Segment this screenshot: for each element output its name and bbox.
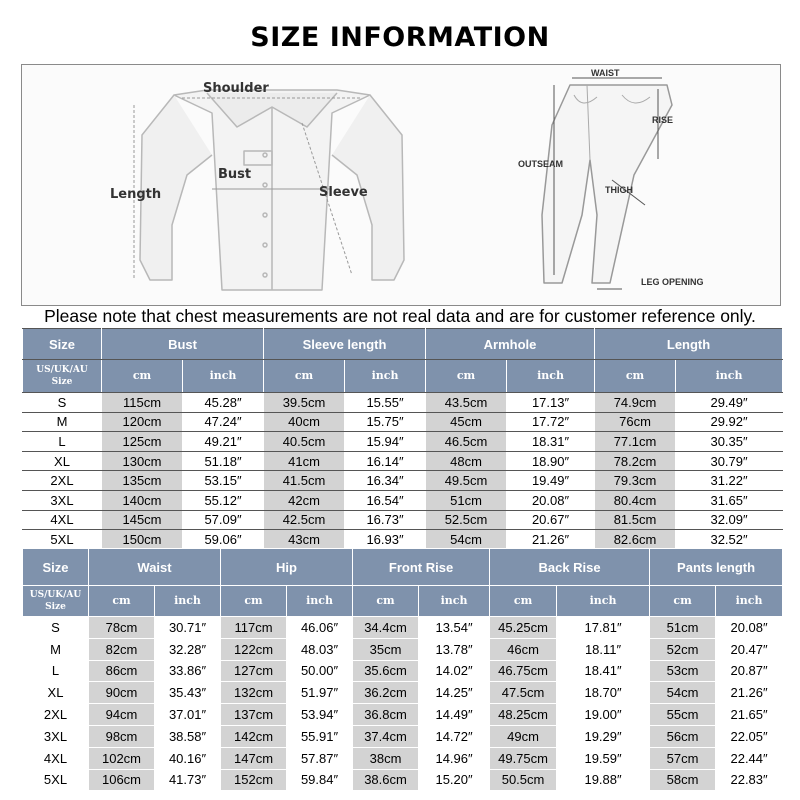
inch-cell: 57.09″ (183, 510, 264, 530)
unit-cm: cm (353, 586, 419, 617)
group-header: Waist (89, 549, 221, 586)
unit-cm: cm (650, 586, 716, 617)
cm-cell: 34.4cm (353, 617, 419, 639)
inch-cell: 38.58″ (155, 725, 221, 747)
size-cell: 3XL (23, 725, 89, 747)
unit-cm: cm (490, 586, 557, 617)
size-system-line1: US/UK/AU (36, 365, 88, 375)
top-size-table (22, 328, 783, 550)
cm-cell: 51cm (650, 617, 716, 639)
inch-cell: 45.28″ (183, 393, 264, 413)
inch-cell: 17.13″ (507, 393, 595, 413)
cm-cell: 48cm (426, 451, 507, 471)
inch-cell: 16.93″ (345, 530, 426, 550)
cm-cell: 55cm (650, 704, 716, 726)
unit-inch: inch (676, 360, 783, 393)
leg-opening-label: LEG OPENING (641, 277, 704, 287)
inch-cell: 59.06″ (183, 530, 264, 550)
size-system-label (23, 360, 102, 393)
table-row (23, 617, 783, 639)
size-cell: 4XL (23, 747, 89, 769)
inch-cell: 41.73″ (155, 769, 221, 791)
inch-cell: 29.49″ (676, 393, 783, 413)
cm-cell: 58cm (650, 769, 716, 791)
table-header-row (23, 549, 783, 586)
cm-cell: 142cm (221, 725, 287, 747)
unit-inch: inch (557, 586, 650, 617)
inch-cell: 14.72″ (419, 725, 490, 747)
cm-cell: 43.5cm (426, 393, 507, 413)
cm-cell: 56cm (650, 725, 716, 747)
inch-cell: 18.41″ (557, 660, 650, 682)
inch-cell: 30.79″ (676, 451, 783, 471)
cm-cell: 40cm (264, 412, 345, 432)
cm-cell: 122cm (221, 638, 287, 660)
cm-cell: 82.6cm (595, 530, 676, 550)
group-header: Back Rise (490, 549, 650, 586)
inch-cell: 22.05″ (716, 725, 783, 747)
inch-cell: 51.97″ (287, 682, 353, 704)
inch-cell: 29.92″ (676, 412, 783, 432)
cm-cell: 78.2cm (595, 451, 676, 471)
cm-cell: 37.4cm (353, 725, 419, 747)
rise-label: RISE (652, 115, 674, 125)
inch-cell: 31.22″ (676, 471, 783, 491)
inch-cell: 18.90″ (507, 451, 595, 471)
cm-cell: 94cm (89, 704, 155, 726)
cm-cell: 38cm (353, 747, 419, 769)
table-row (23, 769, 783, 791)
cm-cell: 38.6cm (353, 769, 419, 791)
inch-cell: 19.49″ (507, 471, 595, 491)
table-row (23, 490, 783, 510)
inch-cell: 14.49″ (419, 704, 490, 726)
cm-cell: 86cm (89, 660, 155, 682)
cm-cell: 135cm (102, 471, 183, 491)
cm-cell: 47.5cm (490, 682, 557, 704)
group-header: Front Rise (353, 549, 490, 586)
inch-cell: 32.09″ (676, 510, 783, 530)
size-cell: S (23, 393, 102, 413)
unit-inch: inch (716, 586, 783, 617)
cm-cell: 43cm (264, 530, 345, 550)
inch-cell: 15.55″ (345, 393, 426, 413)
inch-cell: 53.94″ (287, 704, 353, 726)
table-row (23, 432, 783, 452)
thigh-label: THIGH (605, 185, 633, 195)
inch-cell: 21.65″ (716, 704, 783, 726)
inch-cell: 40.16″ (155, 747, 221, 769)
cm-cell: 54cm (426, 530, 507, 550)
outseam-label: OUTSEAM (518, 159, 563, 169)
size-cell: XL (23, 682, 89, 704)
inch-cell: 59.84″ (287, 769, 353, 791)
unit-cm: cm (264, 360, 345, 393)
cm-cell: 98cm (89, 725, 155, 747)
table-row (23, 510, 783, 530)
inch-cell: 19.29″ (557, 725, 650, 747)
bust-label: Bust (218, 167, 252, 182)
cm-cell: 90cm (89, 682, 155, 704)
cm-cell: 41cm (264, 451, 345, 471)
inch-cell: 33.86″ (155, 660, 221, 682)
cm-cell: 115cm (102, 393, 183, 413)
cm-cell: 125cm (102, 432, 183, 452)
cm-cell: 150cm (102, 530, 183, 550)
inch-cell: 21.26″ (716, 682, 783, 704)
size-cell: M (23, 412, 102, 432)
inch-cell: 55.12″ (183, 490, 264, 510)
size-cell: 3XL (23, 490, 102, 510)
cm-cell: 42.5cm (264, 510, 345, 530)
inch-cell: 20.08″ (716, 617, 783, 639)
cm-cell: 76cm (595, 412, 676, 432)
inch-cell: 16.14″ (345, 451, 426, 471)
table-row (23, 412, 783, 432)
unit-cm: cm (595, 360, 676, 393)
cm-cell: 48.25cm (490, 704, 557, 726)
inch-cell: 16.34″ (345, 471, 426, 491)
cm-cell: 117cm (221, 617, 287, 639)
group-header: Sleeve length (264, 329, 426, 360)
inch-cell: 22.83″ (716, 769, 783, 791)
cm-cell: 51cm (426, 490, 507, 510)
cm-cell: 132cm (221, 682, 287, 704)
cm-cell: 140cm (102, 490, 183, 510)
inch-cell: 32.28″ (155, 638, 221, 660)
cm-cell: 120cm (102, 412, 183, 432)
cm-cell: 106cm (89, 769, 155, 791)
inch-cell: 57.87″ (287, 747, 353, 769)
cm-cell: 49.5cm (426, 471, 507, 491)
size-cell: 2XL (23, 471, 102, 491)
cm-cell: 52.5cm (426, 510, 507, 530)
inch-cell: 46.06″ (287, 617, 353, 639)
size-cell: M (23, 638, 89, 660)
table-header-row (23, 329, 783, 360)
inch-cell: 18.31″ (507, 432, 595, 452)
cm-cell: 127cm (221, 660, 287, 682)
inch-cell: 19.59″ (557, 747, 650, 769)
size-cell: S (23, 617, 89, 639)
inch-cell: 35.43″ (155, 682, 221, 704)
inch-cell: 49.21″ (183, 432, 264, 452)
page-title: SIZE INFORMATION (250, 22, 550, 53)
cm-cell: 80.4cm (595, 490, 676, 510)
cm-cell: 46cm (490, 638, 557, 660)
inch-cell: 30.35″ (676, 432, 783, 452)
table-row (23, 530, 783, 550)
inch-cell: 20.47″ (716, 638, 783, 660)
table-row (23, 451, 783, 471)
cm-cell: 36.8cm (353, 704, 419, 726)
size-header: Size (23, 329, 102, 360)
cm-cell: 46.5cm (426, 432, 507, 452)
inch-cell: 50.00″ (287, 660, 353, 682)
inch-cell: 16.73″ (345, 510, 426, 530)
table-row (23, 747, 783, 769)
inch-cell: 47.24″ (183, 412, 264, 432)
inch-cell: 16.54″ (345, 490, 426, 510)
inch-cell: 15.75″ (345, 412, 426, 432)
cm-cell: 45cm (426, 412, 507, 432)
cm-cell: 102cm (89, 747, 155, 769)
unit-inch: inch (287, 586, 353, 617)
table-row (23, 660, 783, 682)
cm-cell: 77.1cm (595, 432, 676, 452)
group-header: Hip (221, 549, 353, 586)
inch-cell: 13.54″ (419, 617, 490, 639)
cm-cell: 52cm (650, 638, 716, 660)
unit-cm: cm (102, 360, 183, 393)
inch-cell: 19.00″ (557, 704, 650, 726)
inch-cell: 20.67″ (507, 510, 595, 530)
inch-cell: 31.65″ (676, 490, 783, 510)
bottom-size-table (22, 548, 783, 791)
shoulder-label: Shoulder (203, 81, 269, 96)
garment-illustration (22, 65, 780, 305)
size-cell: L (23, 432, 102, 452)
size-cell: L (23, 660, 89, 682)
group-header: Bust (102, 329, 264, 360)
table-row (23, 704, 783, 726)
inch-cell: 37.01″ (155, 704, 221, 726)
inch-cell: 20.87″ (716, 660, 783, 682)
inch-cell: 30.71″ (155, 617, 221, 639)
inch-cell: 53.15″ (183, 471, 264, 491)
inch-cell: 14.02″ (419, 660, 490, 682)
inch-cell: 17.72″ (507, 412, 595, 432)
group-header: Armhole (426, 329, 595, 360)
inch-cell: 14.25″ (419, 682, 490, 704)
inch-cell: 22.44″ (716, 747, 783, 769)
cm-cell: 145cm (102, 510, 183, 530)
group-header: Pants length (650, 549, 783, 586)
length-label: Length (110, 187, 162, 202)
size-cell: 5XL (23, 769, 89, 791)
cm-cell: 35.6cm (353, 660, 419, 682)
inch-cell: 14.96″ (419, 747, 490, 769)
measurement-diagram (21, 64, 781, 306)
cm-cell: 49cm (490, 725, 557, 747)
unit-inch: inch (183, 360, 264, 393)
size-system-line2: Size (51, 377, 73, 387)
cm-cell: 40.5cm (264, 432, 345, 452)
size-cell: 5XL (23, 530, 102, 550)
cm-cell: 53cm (650, 660, 716, 682)
inch-cell: 17.81″ (557, 617, 650, 639)
cm-cell: 41.5cm (264, 471, 345, 491)
cm-cell: 74.9cm (595, 393, 676, 413)
waist-label: WAIST (591, 68, 620, 78)
size-system-line2: Size (45, 602, 66, 612)
cm-cell: 45.25cm (490, 617, 557, 639)
inch-cell: 21.26″ (507, 530, 595, 550)
inch-cell: 15.94″ (345, 432, 426, 452)
cm-cell: 130cm (102, 451, 183, 471)
inch-cell: 19.88″ (557, 769, 650, 791)
cm-cell: 46.75cm (490, 660, 557, 682)
cm-cell: 57cm (650, 747, 716, 769)
inch-cell: 20.08″ (507, 490, 595, 510)
inch-cell: 15.20″ (419, 769, 490, 791)
table-unit-row (23, 360, 783, 393)
unit-inch: inch (419, 586, 490, 617)
inch-cell: 32.52″ (676, 530, 783, 550)
cm-cell: 49.75cm (490, 747, 557, 769)
size-cell: XL (23, 451, 102, 471)
cm-cell: 137cm (221, 704, 287, 726)
size-cell: 4XL (23, 510, 102, 530)
unit-cm: cm (426, 360, 507, 393)
table-row (23, 471, 783, 491)
unit-cm: cm (89, 586, 155, 617)
table-row (23, 725, 783, 747)
inch-cell: 18.11″ (557, 638, 650, 660)
table-row (23, 682, 783, 704)
cm-cell: 81.5cm (595, 510, 676, 530)
size-system-line1: US/UK/AU (29, 590, 82, 600)
unit-cm: cm (221, 586, 287, 617)
cm-cell: 82cm (89, 638, 155, 660)
inch-cell: 18.70″ (557, 682, 650, 704)
cm-cell: 50.5cm (490, 769, 557, 791)
unit-inch: inch (507, 360, 595, 393)
table-row (23, 393, 783, 413)
cm-cell: 36.2cm (353, 682, 419, 704)
cm-cell: 42cm (264, 490, 345, 510)
sleeve-label: Sleeve (319, 185, 368, 200)
group-header: Length (595, 329, 783, 360)
inch-cell: 48.03″ (287, 638, 353, 660)
size-system-label (23, 586, 89, 617)
table-unit-row (23, 586, 783, 617)
cm-cell: 79.3cm (595, 471, 676, 491)
disclaimer-note: Please note that chest measurements are not real data and are for customer reference only. (44, 306, 756, 326)
cm-cell: 78cm (89, 617, 155, 639)
inch-cell: 13.78″ (419, 638, 490, 660)
cm-cell: 39.5cm (264, 393, 345, 413)
cm-cell: 35cm (353, 638, 419, 660)
size-header: Size (23, 549, 89, 586)
inch-cell: 51.18″ (183, 451, 264, 471)
unit-inch: inch (345, 360, 426, 393)
table-row (23, 638, 783, 660)
cm-cell: 147cm (221, 747, 287, 769)
size-cell: 2XL (23, 704, 89, 726)
cm-cell: 152cm (221, 769, 287, 791)
inch-cell: 55.91″ (287, 725, 353, 747)
unit-inch: inch (155, 586, 221, 617)
cm-cell: 54cm (650, 682, 716, 704)
